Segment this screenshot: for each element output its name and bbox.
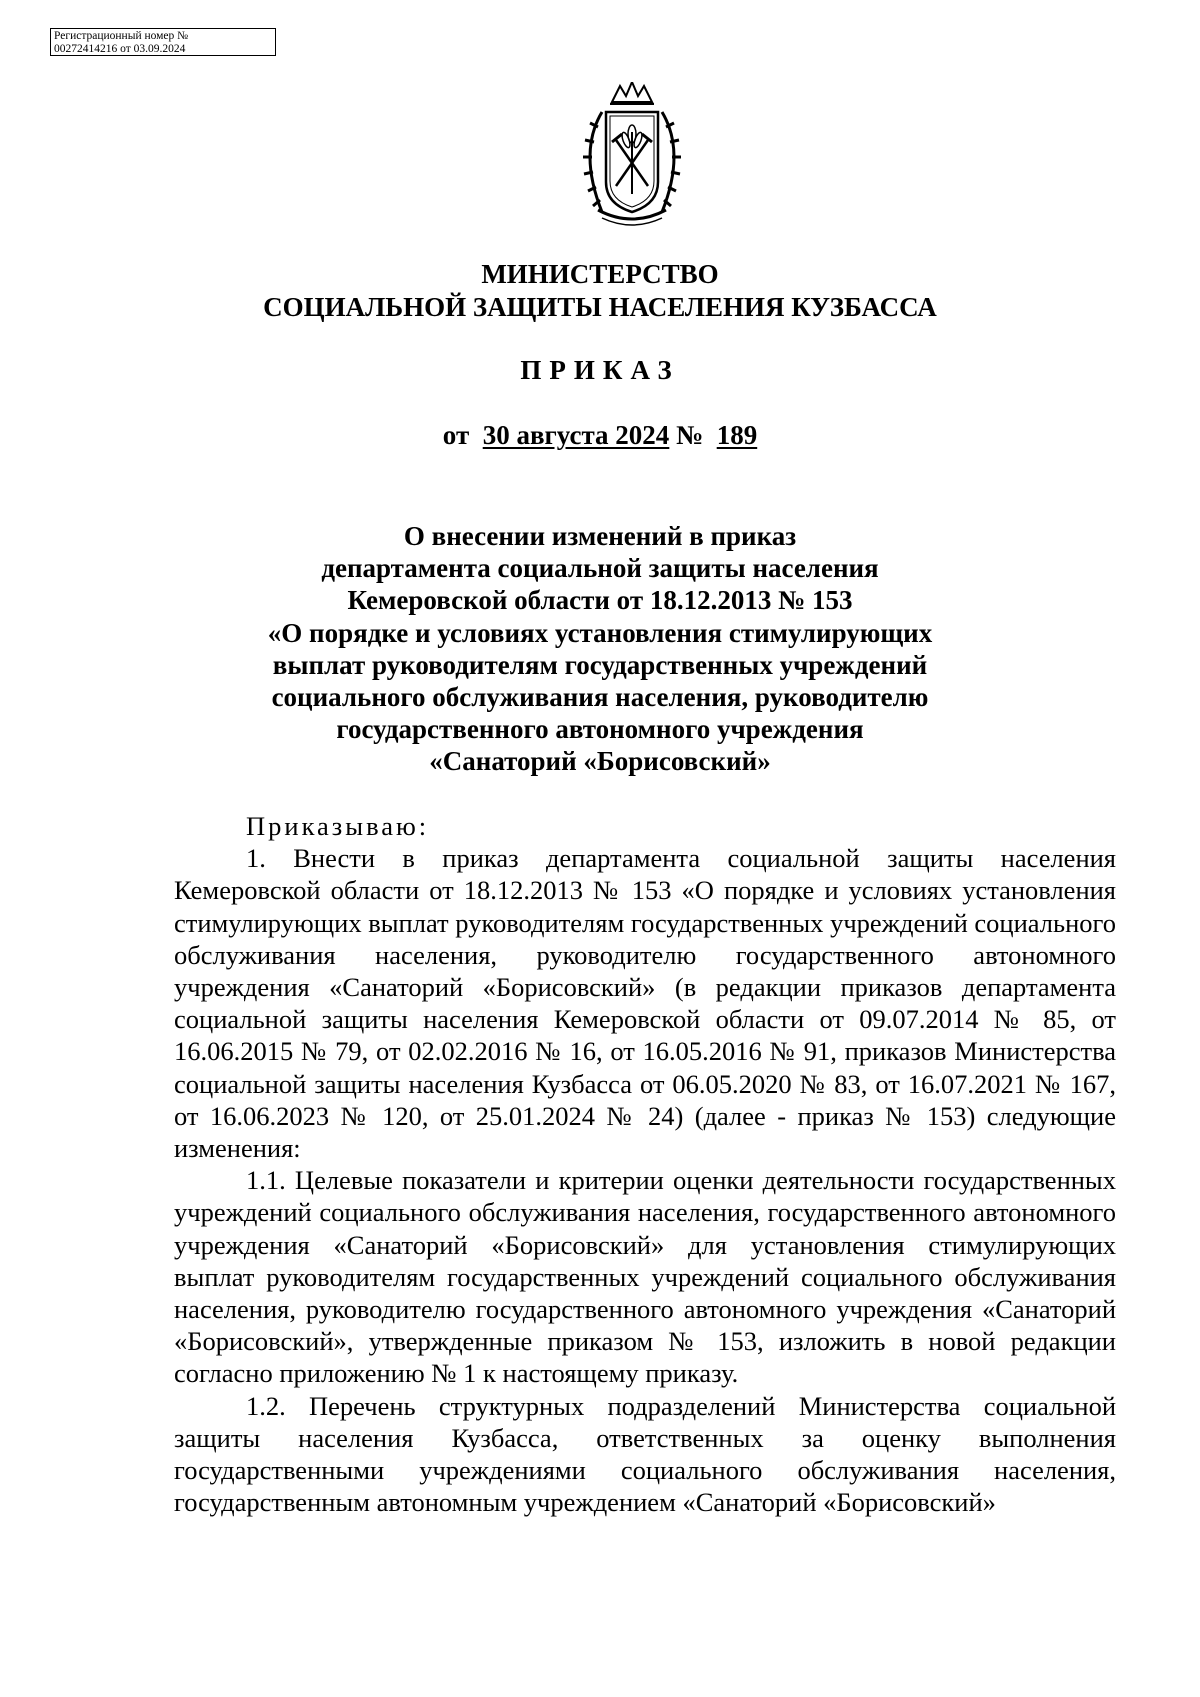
ministry-name-line1: МИНИСТЕРСТВО	[481, 259, 719, 289]
ministry-name-line2: СОЦИАЛЬНОЙ ЗАЩИТЫ НАСЕЛЕНИЯ КУЗБАССА	[263, 292, 937, 322]
registration-number-value: 00272414216 от 03.09.2024	[54, 43, 186, 55]
subject-line: департамента социальной защиты населения	[321, 553, 879, 584]
paragraph-1-2: 1.2. Перечень структурных подразделений Министерства социальной защиты населения Кузбасса, ответственных за оценку выполнения государственными учреждениями социального обслуживания населения, государственным автономным учреждением «Санаторий «Борисовский»	[174, 1390, 1116, 1518]
subject-line: выплат руководителям государственных учреждений	[272, 649, 928, 680]
subject-line: «Санаторий «Борисовский»	[429, 746, 771, 777]
order-directive: Приказываю:	[246, 811, 430, 841]
registration-number-label: Регистрационный номер №	[54, 30, 189, 42]
subject-line: «О порядке и условиях установления стимулирующих	[267, 617, 933, 648]
registration-number-box	[50, 28, 276, 56]
date-prefix: от	[442, 420, 470, 450]
order-date: 30 августа 2024	[482, 420, 670, 450]
paragraph-1-1: 1.1. Целевые показатели и критерии оценки деятельности государственных учреждений социального обслуживания населения, государственного автономного учреждения «Санаторий «Борисовский» для установления стимулирующих выплат руководителям государственных учреждений социального обслуживания населения, руководителю государственного автономного учреждения «Санаторий «Борисовский», утвержденные приказом № 153, изложить в новой редакции согласно приложению № 1 к настоящему приказу.	[174, 1165, 1116, 1389]
subject-line: Кемеровской области от 18.12.2013 № 153	[347, 585, 853, 616]
subject-line: О внесении изменений в приказ	[403, 521, 797, 551]
paragraph-1: 1. Внести в приказ департамента социальной защиты населения Кемеровской области от 18.12.2013 № 153 «О порядке и условиях установления стимулирующих выплат руководителям государственных учреждений социального обслуживания населения, руководителю государственного автономного учреждения «Санаторий «Борисовский» (в редакции приказов департамента социальной защиты населения Кемеровской области от 09.07.2014 № 85, от 16.06.2015 № 79, от 02.02.2016 № 16, от 16.05.2016 № 91, приказов Министерства социальной защиты населения Кузбасса от 06.05.2020 № 83, от 16.07.2021 № 167, от 16.06.2023 № 120, от 25.01.2024 № 24) (далее - приказ № 153) следующие изменения:	[174, 843, 1116, 1164]
document-type: ПРИКАЗ	[520, 355, 680, 385]
coat-of-arms-icon	[572, 82, 692, 232]
order-body	[174, 810, 1116, 1518]
order-date-line	[0, 420, 1200, 451]
number-sign: №	[676, 420, 704, 450]
order-number: 189	[716, 420, 758, 450]
subject-line: социального обслуживания населения, руководителю	[271, 682, 929, 713]
subject-line: государственного автономного учреждения	[336, 714, 864, 745]
order-subject	[0, 520, 1200, 778]
ministry-name	[0, 258, 1200, 324]
